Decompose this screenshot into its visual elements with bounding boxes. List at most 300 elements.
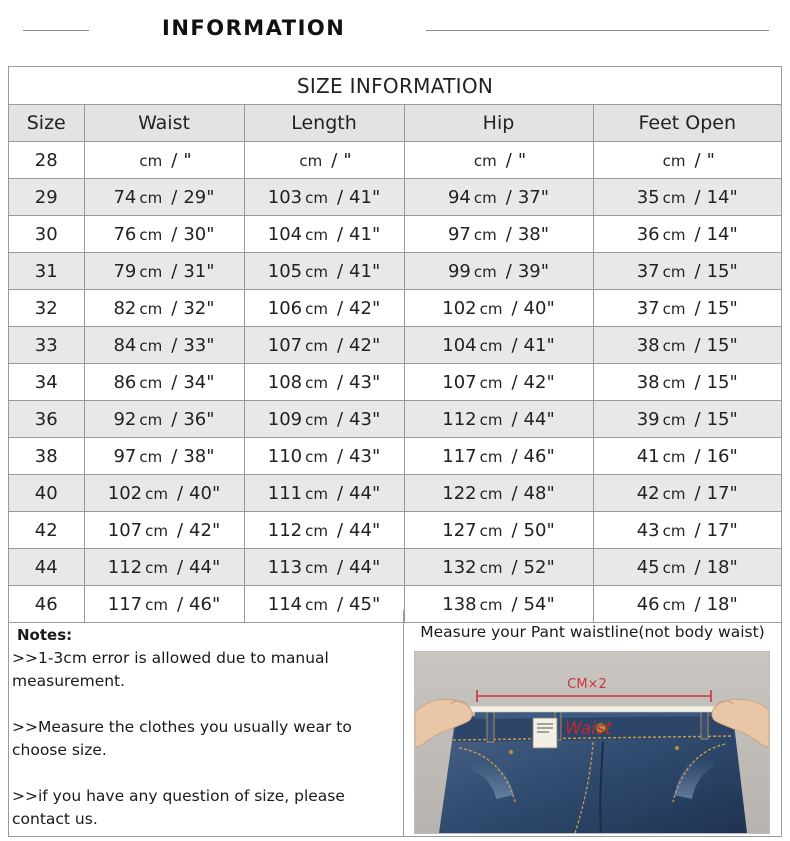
inch-value: 17" [706, 519, 738, 541]
unit-cm: cm [662, 484, 686, 503]
cell-hip [404, 364, 593, 401]
cm-value: 86 [113, 371, 137, 393]
unit-cm: cm [305, 410, 328, 429]
unit-separator: / [171, 297, 178, 319]
unit-separator: / [694, 445, 701, 467]
unit-cm: cm [662, 558, 686, 577]
unit-cm: cm [139, 373, 163, 392]
cell-feet-open [593, 327, 781, 364]
cell-waist [84, 549, 244, 586]
cell-size: 40 [9, 475, 84, 512]
unit-separator: / [336, 334, 344, 356]
unit-cm: cm [662, 447, 686, 466]
unit-separator: / [511, 556, 518, 578]
unit-cm: cm [479, 299, 503, 318]
unit-cm: cm [305, 447, 328, 466]
unit-cm: cm [662, 151, 686, 170]
cm-value: 112 [107, 556, 143, 578]
unit-cm: cm [473, 188, 497, 207]
cm-value: 113 [267, 556, 303, 578]
inch-value: " [343, 149, 352, 171]
inch-value: 40" [523, 297, 555, 319]
unit-separator: / [511, 297, 518, 319]
cell-feet-open [593, 142, 781, 179]
cell-length [244, 290, 404, 327]
inch-value: " [517, 149, 527, 171]
cell-feet-open [593, 401, 781, 438]
unit-separator: / [171, 223, 178, 245]
cell-feet-open [593, 438, 781, 475]
inch-value: " [706, 149, 715, 171]
cell-size: 33 [9, 327, 84, 364]
inch-value: 34" [183, 371, 215, 393]
cell-waist [84, 290, 244, 327]
unit-separator: / [336, 556, 344, 578]
inch-value: 41" [349, 186, 381, 208]
cell-size: 29 [9, 179, 84, 216]
cell-waist [84, 364, 244, 401]
unit-cm: cm [139, 225, 163, 244]
cm-value: 102 [107, 482, 143, 504]
unit-separator: / [171, 371, 178, 393]
cm-value: 37 [636, 297, 660, 319]
cm-value: 92 [113, 408, 137, 430]
inch-value: 42" [349, 334, 381, 356]
notes-title: Notes: [17, 626, 73, 644]
unit-separator: / [336, 445, 344, 467]
cell-hip [404, 475, 593, 512]
jeans-measurement-photo [414, 651, 770, 834]
inch-value: 46" [189, 593, 221, 615]
unit-separator: / [171, 186, 178, 208]
unit-separator: / [336, 297, 344, 319]
cm-value: 43 [636, 519, 660, 541]
unit-separator: / [511, 445, 518, 467]
cm-value: 104 [442, 334, 477, 356]
cm-value: 127 [442, 519, 477, 541]
cell-size: 31 [9, 253, 84, 290]
cell-hip [404, 290, 593, 327]
size-table [9, 105, 781, 623]
cm-value: 103 [267, 186, 303, 208]
unit-separator: / [176, 482, 184, 504]
cm-value: 42 [636, 482, 660, 504]
cm-value: 122 [442, 482, 477, 504]
cm-value: 107 [442, 371, 477, 393]
cm-value: 35 [636, 186, 660, 208]
inch-value: 42" [349, 297, 381, 319]
inch-value: 15" [706, 260, 738, 282]
table-row [9, 475, 781, 512]
cell-waist [84, 179, 244, 216]
cell-size: 30 [9, 216, 84, 253]
table-row [9, 290, 781, 327]
unit-cm: cm [662, 336, 686, 355]
inch-value: 30" [183, 223, 215, 245]
unit-cm: cm [305, 188, 328, 207]
unit-separator: / [511, 519, 518, 541]
cell-length [244, 142, 404, 179]
inch-value: 44" [189, 556, 221, 578]
cell-size: 42 [9, 512, 84, 549]
cm-value: 138 [442, 593, 477, 615]
inch-value: 14" [706, 186, 738, 208]
column-header-length: Length [244, 105, 404, 142]
unit-separator: / [336, 482, 344, 504]
unit-cm: cm [473, 151, 497, 170]
inch-value: 18" [706, 593, 738, 615]
unit-separator: / [511, 482, 518, 504]
unit-cm: cm [145, 558, 168, 577]
inch-value: 45" [349, 593, 381, 615]
cell-length [244, 549, 404, 586]
unit-separator: / [694, 297, 701, 319]
inch-value: 42" [523, 371, 555, 393]
unit-cm: cm [479, 484, 503, 503]
cell-size: 38 [9, 438, 84, 475]
unit-cm: cm [305, 225, 328, 244]
measure-caption: Measure your Pant waistline(not body waist) [420, 623, 765, 641]
table-row [9, 253, 781, 290]
cell-waist [84, 216, 244, 253]
cm-value: 102 [442, 297, 477, 319]
cell-feet-open [593, 179, 781, 216]
cm-value: 46 [636, 593, 660, 615]
inch-value: 15" [706, 297, 738, 319]
cell-feet-open [593, 216, 781, 253]
unit-separator: / [336, 223, 344, 245]
unit-cm: cm [305, 484, 328, 503]
cell-length [244, 512, 404, 549]
unit-separator: / [331, 149, 338, 171]
cm-value: 97 [113, 445, 137, 467]
inch-value: 43" [349, 408, 381, 430]
unit-separator: / [505, 223, 512, 245]
unit-separator: / [694, 371, 701, 393]
unit-cm: cm [145, 484, 168, 503]
table-row [9, 401, 781, 438]
cm-value: 38 [636, 371, 660, 393]
page-title: INFORMATION [162, 16, 346, 40]
inch-value: 44" [349, 556, 381, 578]
unit-cm: cm [662, 299, 686, 318]
inch-value: 38" [517, 223, 550, 245]
inch-value: 15" [706, 334, 738, 356]
inch-value: 33" [183, 334, 215, 356]
cell-feet-open [593, 512, 781, 549]
inch-value: 18" [706, 556, 738, 578]
unit-cm: cm [139, 447, 163, 466]
cell-waist [84, 253, 244, 290]
waist-label: Waist [565, 719, 612, 739]
unit-separator: / [694, 556, 701, 578]
unit-separator: / [694, 519, 701, 541]
cell-hip [404, 438, 593, 475]
cm-value: 39 [636, 408, 660, 430]
unit-separator: / [171, 149, 178, 171]
inch-value: 16" [706, 445, 738, 467]
column-header-hip: Hip [404, 105, 593, 142]
unit-separator: / [176, 519, 184, 541]
table-row [9, 512, 781, 549]
unit-cm: cm [305, 521, 328, 540]
cell-hip [404, 512, 593, 549]
note-line: >>1-3cm error is allowed due to manual measurement. [12, 649, 329, 690]
inch-value: 38" [183, 445, 215, 467]
inch-value: 41" [349, 223, 381, 245]
cm-value: 41 [636, 445, 660, 467]
unit-separator: / [511, 593, 518, 615]
cell-length [244, 401, 404, 438]
cell-feet-open [593, 364, 781, 401]
unit-cm: cm [305, 558, 328, 577]
inch-value: 54" [523, 593, 555, 615]
unit-separator: / [694, 260, 701, 282]
cm-value: 94 [447, 186, 471, 208]
inch-value: 15" [706, 408, 738, 430]
unit-separator: / [176, 556, 184, 578]
unit-cm: cm [662, 262, 686, 281]
unit-separator: / [176, 593, 184, 615]
unit-cm: cm [139, 410, 163, 429]
inch-value: 43" [349, 371, 381, 393]
unit-cm: cm [479, 558, 503, 577]
cell-hip [404, 549, 593, 586]
unit-cm: cm [305, 336, 328, 355]
cm-value: 114 [267, 593, 303, 615]
unit-cm: cm [662, 188, 686, 207]
cell-length [244, 438, 404, 475]
cm-value: 38 [636, 334, 660, 356]
cell-size: 36 [9, 401, 84, 438]
unit-cm: cm [139, 262, 163, 281]
unit-separator: / [505, 186, 512, 208]
inch-value: 41" [349, 260, 381, 282]
cm-value: 132 [442, 556, 477, 578]
cm-value: 117 [442, 445, 477, 467]
cm-value: 112 [267, 519, 303, 541]
cm-value: 111 [267, 482, 303, 504]
inch-value: 17" [706, 482, 738, 504]
cell-length [244, 327, 404, 364]
cell-length [244, 253, 404, 290]
inch-value: 40" [189, 482, 221, 504]
inch-value: 36" [183, 408, 215, 430]
table-row [9, 549, 781, 586]
unit-separator: / [171, 334, 178, 356]
cell-length [244, 475, 404, 512]
cm-value: 112 [442, 408, 477, 430]
cell-feet-open [593, 253, 781, 290]
cm-value: 76 [113, 223, 137, 245]
measure-panel [404, 610, 781, 836]
unit-cm: cm [479, 521, 503, 540]
cell-feet-open [593, 549, 781, 586]
cm-value: 74 [113, 186, 137, 208]
unit-cm: cm [479, 373, 503, 392]
cell-waist [84, 401, 244, 438]
unit-separator: / [336, 408, 344, 430]
cell-hip [404, 216, 593, 253]
unit-cm: cm [139, 151, 163, 170]
cm-value: 97 [447, 223, 471, 245]
inch-value: 42" [189, 519, 221, 541]
unit-separator: / [694, 482, 701, 504]
table-row [9, 364, 781, 401]
cm-value: 105 [267, 260, 303, 282]
inch-value: 44" [349, 482, 381, 504]
table-row [9, 327, 781, 364]
cell-hip [404, 401, 593, 438]
unit-cm: cm [145, 521, 168, 540]
column-header-waist: Waist [84, 105, 244, 142]
inch-value: 37" [517, 186, 550, 208]
unit-separator: / [336, 519, 344, 541]
unit-separator: / [505, 260, 512, 282]
cell-waist [84, 512, 244, 549]
cm-value: 36 [636, 223, 660, 245]
header-rule-right [426, 30, 769, 31]
unit-separator: / [336, 260, 344, 282]
cell-size: 34 [9, 364, 84, 401]
cm-value: 108 [267, 371, 303, 393]
unit-separator: / [511, 408, 518, 430]
jeans-illustration [415, 652, 769, 833]
cm-value: 99 [447, 260, 471, 282]
inch-value: 44" [349, 519, 381, 541]
cm-value: 106 [267, 297, 303, 319]
unit-separator: / [694, 334, 701, 356]
cell-waist [84, 438, 244, 475]
unit-cm: cm [479, 447, 503, 466]
unit-cm: cm [139, 336, 163, 355]
cm-value: 109 [267, 408, 303, 430]
inch-value: 29" [183, 186, 215, 208]
unit-cm: cm [299, 151, 323, 170]
unit-separator: / [511, 371, 518, 393]
unit-cm: cm [305, 262, 328, 281]
inch-value: 14" [706, 223, 738, 245]
cm-value: 117 [107, 593, 143, 615]
cell-length [244, 364, 404, 401]
cell-hip [404, 253, 593, 290]
table-row [9, 179, 781, 216]
unit-cm: cm [139, 188, 163, 207]
inch-value: 32" [183, 297, 215, 319]
cm-value: 104 [267, 223, 303, 245]
unit-separator: / [694, 149, 701, 171]
cell-length [244, 179, 404, 216]
unit-separator: / [694, 223, 701, 245]
unit-cm: cm [473, 262, 497, 281]
inch-value: 50" [523, 519, 555, 541]
inch-value: 41" [523, 334, 555, 356]
cell-waist [84, 327, 244, 364]
unit-separator: / [336, 593, 344, 615]
cell-size: 44 [9, 549, 84, 586]
cm-value: 107 [267, 334, 303, 356]
cell-length [244, 216, 404, 253]
cm-value: 45 [636, 556, 660, 578]
unit-separator: / [694, 593, 701, 615]
unit-cm: cm [305, 595, 328, 614]
unit-separator: / [336, 371, 344, 393]
note-line: >>Measure the clothes you usually wear to choose size. [12, 718, 352, 759]
inch-value: 43" [349, 445, 381, 467]
unit-separator: / [694, 408, 701, 430]
inch-value: " [183, 149, 192, 171]
cell-size: 28 [9, 142, 84, 179]
unit-cm: cm [662, 410, 686, 429]
cm-value: 107 [107, 519, 143, 541]
unit-separator: / [694, 186, 701, 208]
cm-value: 110 [267, 445, 303, 467]
cell-feet-open [593, 475, 781, 512]
unit-cm: cm [479, 410, 503, 429]
unit-cm: cm [662, 595, 686, 614]
unit-cm: cm [473, 225, 497, 244]
unit-cm: cm [145, 595, 168, 614]
size-chart-sheet [8, 66, 782, 837]
unit-separator: / [505, 149, 512, 171]
cell-waist [84, 475, 244, 512]
notes-panel [9, 610, 404, 836]
cm-value: 37 [636, 260, 660, 282]
unit-separator: / [336, 186, 344, 208]
header-rule-left [23, 30, 89, 31]
size-table-title: SIZE INFORMATION [9, 67, 781, 105]
inch-value: 48" [523, 482, 555, 504]
size-table-body [9, 142, 781, 623]
cell-feet-open [593, 290, 781, 327]
cm-value: 84 [113, 334, 137, 356]
unit-separator: / [171, 408, 178, 430]
note-line: >>if you have any question of size, please contact us. [12, 787, 345, 828]
cell-size: 46 [9, 586, 84, 623]
cm-value: 79 [113, 260, 137, 282]
table-row [9, 438, 781, 475]
unit-cm: cm [662, 521, 686, 540]
inch-value: 31" [183, 260, 215, 282]
unit-cm: cm [139, 299, 163, 318]
cell-hip [404, 142, 593, 179]
cell-hip [404, 327, 593, 364]
unit-separator: / [171, 445, 178, 467]
unit-cm: cm [662, 225, 686, 244]
table-row [9, 142, 781, 179]
unit-cm: cm [479, 336, 503, 355]
unit-cm: cm [479, 595, 503, 614]
table-row [9, 216, 781, 253]
tape-label: CM×2 [567, 677, 607, 692]
column-header-size: Size [9, 105, 84, 142]
cell-size: 32 [9, 290, 84, 327]
inch-value: 44" [523, 408, 555, 430]
inch-value: 39" [517, 260, 550, 282]
inch-value: 15" [706, 371, 738, 393]
cell-hip [404, 179, 593, 216]
unit-cm: cm [305, 373, 328, 392]
cm-value: 82 [113, 297, 137, 319]
cell-waist [84, 142, 244, 179]
table-header-row [9, 105, 781, 142]
column-header-feet-open: Feet Open [593, 105, 781, 142]
unit-separator: / [511, 334, 518, 356]
unit-cm: cm [305, 299, 328, 318]
unit-cm: cm [662, 373, 686, 392]
unit-separator: / [171, 260, 178, 282]
inch-value: 46" [523, 445, 555, 467]
